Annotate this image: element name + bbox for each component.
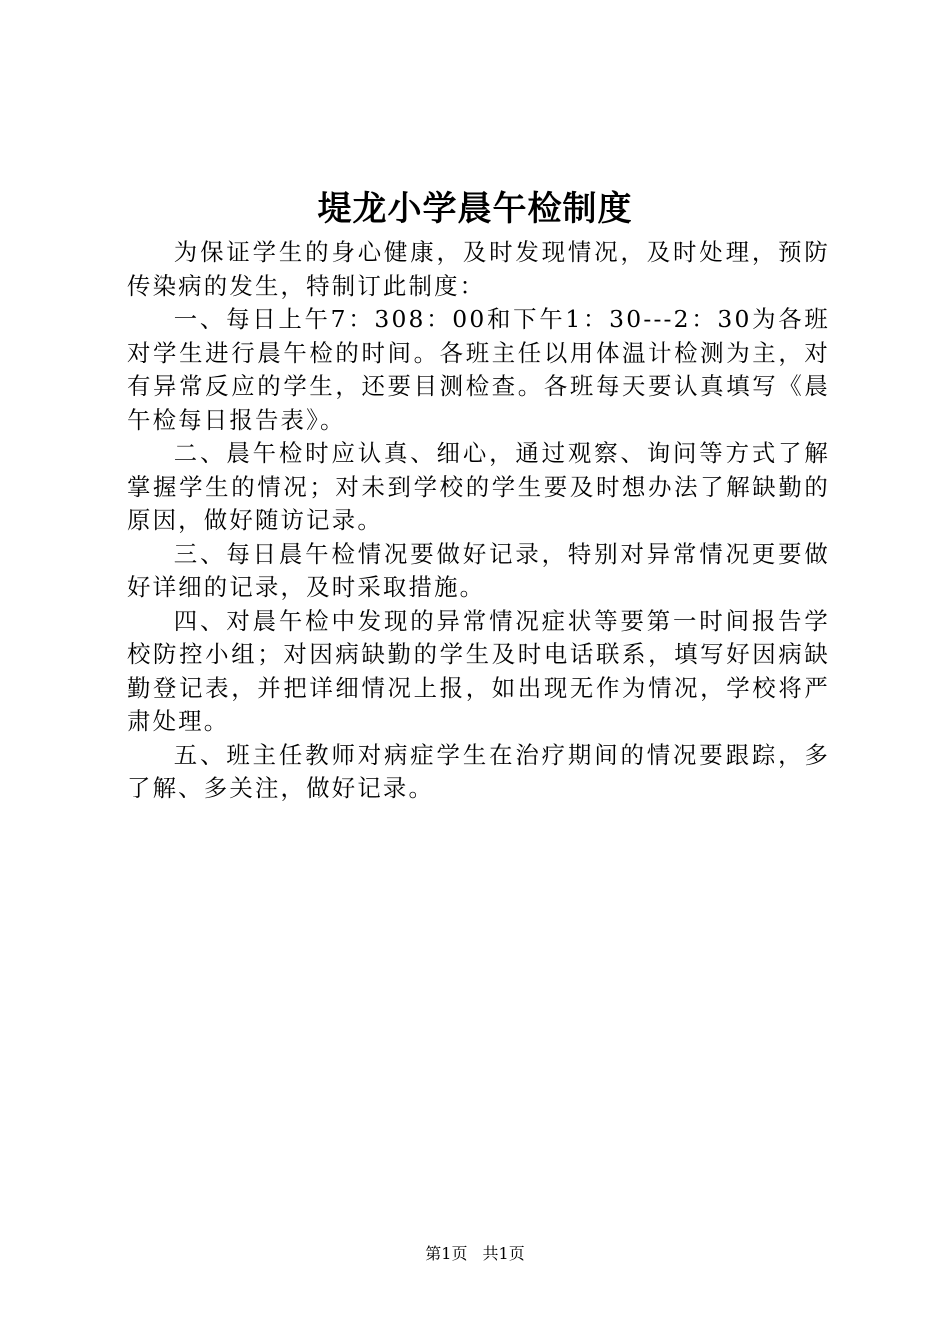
paragraph-rule-4: 四、对晨午检中发现的异常情况症状等要第一时间报告学校防控小组；对因病缺勤的学生及时电话联系，填写好因病缺勤登记表，并把详细情况上报，如出现无作为情况，学校将严肃处理。 xyxy=(127,606,830,735)
paragraph-rule-1: 一、每日上午7：308：00和下午1：30---2：30为各班对学生进行晨午检的时间。各班主任以用体温计检测为主，对有异常反应的学生，还要目测检查。各班每天要认真填写《晨午检每日报告表》。 xyxy=(127,305,830,434)
document-title: 堤龙小学晨午检制度 xyxy=(317,189,633,229)
paragraph-rule-2: 二、晨午检时应认真、细心，通过观察、询问等方式了解掌握学生的情况；对未到学校的学生要及时想办法了解缺勤的原因，做好随访记录。 xyxy=(127,439,830,534)
paragraph-rule-5: 五、班主任教师对病症学生在治疗期间的情况要跟踪，多了解、多关注，做好记录。 xyxy=(127,740,830,802)
page-total: 共1页 xyxy=(482,1244,525,1263)
page-footer xyxy=(0,1243,950,1265)
document-body xyxy=(127,236,830,806)
paragraph-rule-3: 三、每日晨午检情况要做好记录，特别对异常情况更要做好详细的记录，及时采取措施。 xyxy=(127,539,830,601)
page-number: 第1页 xyxy=(425,1244,468,1263)
paragraph-intro: 为保证学生的身心健康，及时发现情况，及时处理，预防传染病的发生，特制订此制度： xyxy=(127,238,830,300)
